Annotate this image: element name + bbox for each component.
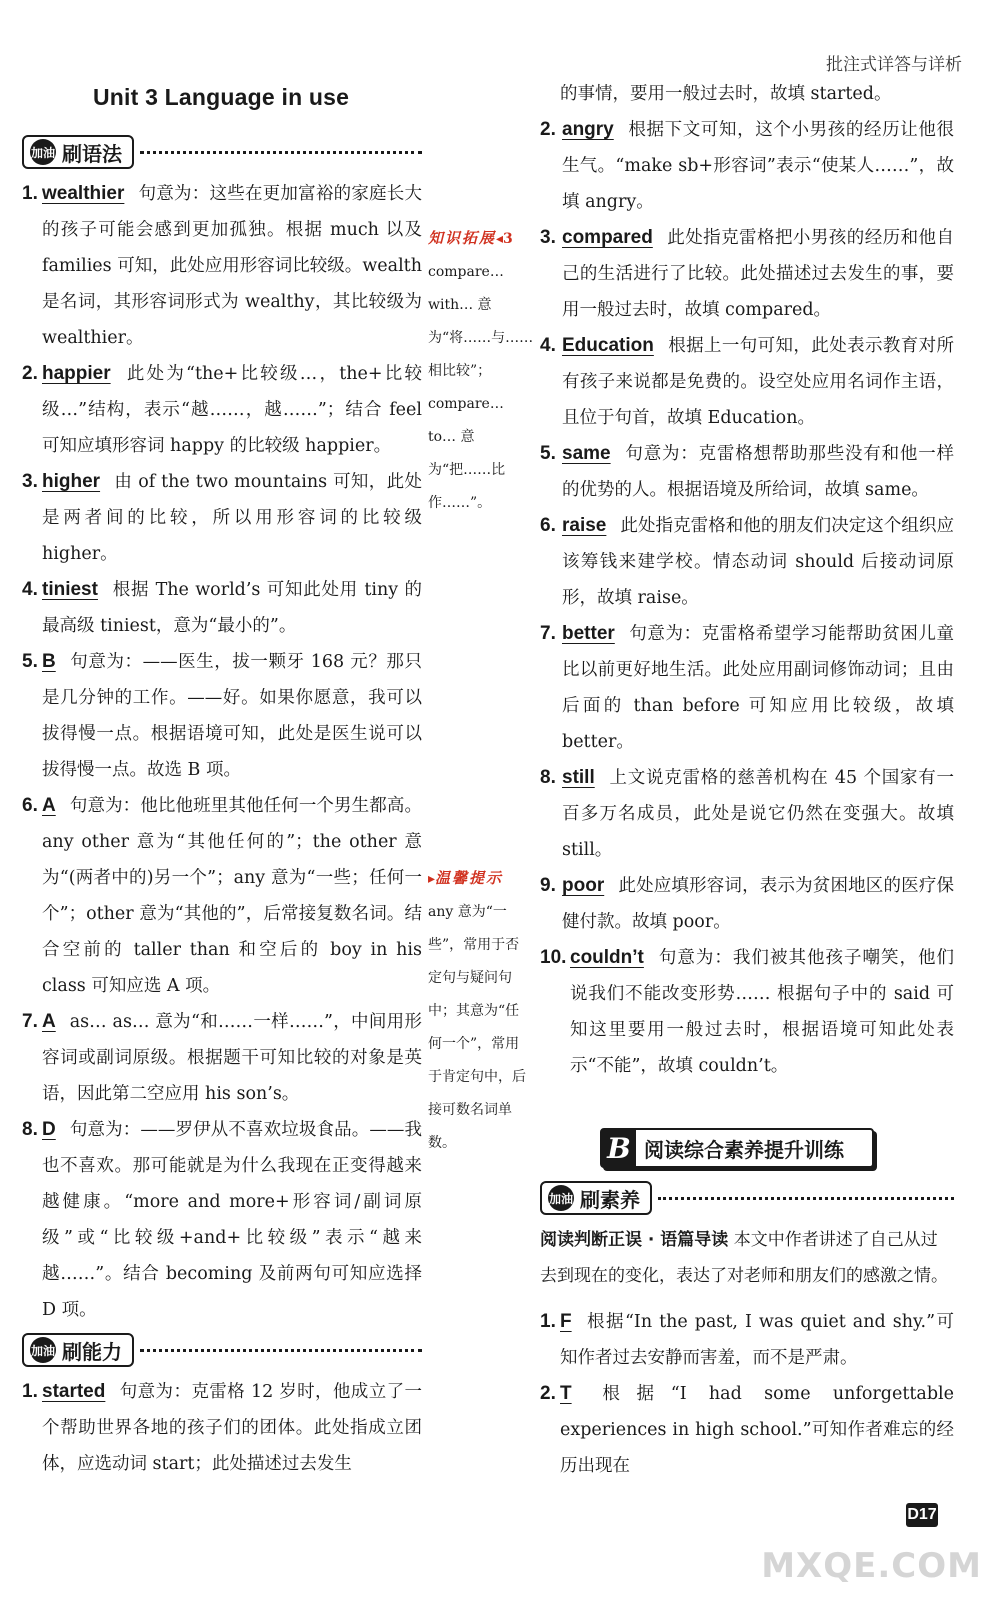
item-text: 根据 The world’s 可知此处用 tiny 的最高级 tiniest，意为“最小的”。 [42,580,422,636]
item-answer: same [562,443,611,464]
item-text: 句意为：这些在更加富裕的家庭长大的孩子可能会感到更加孤独。根据 much 以及 families 可知，此处应用形容词比较级。wealth 是名词，其形容词形式为 wealthy，其比较级为 wealthier。 [42,184,422,348]
answer-item [540,868,954,940]
item-text: 句意为：——医生，拔一颗牙 168 元？那只是几分钟的工作。——好。如果你愿意，我可以拔得慢一点。根据语境可知，此处是医生说可以拔得慢一点。故选 B 项。 [42,652,422,780]
answer-item [540,616,954,760]
item-text: 根据“In the past, I was quiet and shy.”可知作者过去安静而害羞，而不是严肃。 [560,1312,954,1368]
item-answer: raise [562,515,607,536]
section-badge-icon: 加油 [548,1185,574,1211]
item-number: 5. [540,443,556,464]
item-text: as… as… 意为“和……一样……”，中间用形容词或副词原级。根据题干可知比较的对象是英语，因此第二空应用 his son’s。 [42,1012,422,1104]
section-literacy [540,1180,954,1216]
item-explanation [562,220,954,328]
item-number: 3. [540,227,556,248]
unit-title: Unit 3 Language in use [93,84,350,110]
item-text: 根据“I had some unforgettable experiences in high school.”可知作者难忘的经历出现在 [560,1384,954,1476]
item-number: 8. [22,1119,38,1140]
item-text: 根据下文可知，这个小男孩的经历让他很生气。“make sb+形容词”表示“使某人……”，故填 angry。 [562,120,954,212]
item-explanation [562,616,954,760]
reading-intro [540,1222,954,1294]
item-answer: happier [42,363,111,384]
left-column [22,130,422,1482]
item-answer: better [562,623,615,644]
right-list [540,112,954,1084]
literacy-block [540,1176,954,1484]
item-number: 3. [22,471,38,492]
item-explanation [560,1304,954,1376]
continued-text: 的事情，要用一般过去时，故填 started。 [560,84,892,104]
knowledge-tag: 知识拓展 [428,229,497,247]
item-text: 句意为：——罗伊从不喜欢垃圾食品。——我也不喜欢。那可能就是为什么我现在正变得越来越健康。“more and more+形容词/副词原级”或“比较级+and+比较级”表示“越来越……”。结合 becoming 及前两句可知应选择 D 项。 [42,1120,422,1320]
item-explanation [42,1374,422,1482]
item-text: 根据上一句可知，此处表示教育对所有孩子来说都是免费的。设空处应用名词作主语，且位于句首，故填 Education。 [562,336,954,428]
section-banner [600,1128,874,1168]
item-explanation [42,176,422,356]
margin-note-tip [428,862,528,1160]
item-answer: still [562,767,595,788]
reading-list [540,1304,954,1484]
banner-letter: B [602,1130,636,1166]
item-number: 2. [22,363,38,384]
section-literacy-label: 加油 刷素养 [540,1181,652,1215]
item-number: 2. [540,1383,556,1404]
item-answer: A [42,1011,56,1032]
answer-item [540,436,954,508]
answer-item [540,1376,954,1484]
dotted-divider [140,1349,422,1352]
item-answer: couldn’t [570,947,644,968]
answer-item [540,940,954,1084]
item-number: 1. [540,1311,556,1332]
section-badge-icon: 加油 [30,139,56,165]
item-text: 此处为“the+比较级…，the+比较级…”结构，表示“越……，越……”；结合 feel 可知应填形容词 happy 的比较级 happier。 [42,364,422,456]
item-number: 7. [540,623,556,644]
item-number: 6. [540,515,556,536]
item-answer: T [560,1383,572,1404]
item-explanation [562,868,954,940]
answer-item [22,788,422,1004]
item-explanation [42,788,422,1004]
item-text: 此处指克雷格把小男孩的经历和他自己的生活进行了比较。此处描述过去发生的事，要用一般过去时，故填 compared。 [562,228,954,320]
dotted-divider [140,151,422,154]
item-number: 9. [540,875,556,896]
answer-item [22,1374,422,1482]
item-explanation [562,328,954,436]
answer-item [22,356,422,464]
item-answer: F [560,1311,572,1332]
section-grammar-label: 加油 刷语法 [22,135,134,169]
answer-item [22,176,422,356]
item-text: 句意为：克雷格 12 岁时，他成立了一个帮助世界各地的孩子们的团体。此处指成立团体，应选动词 start；此处描述过去发生 [42,1382,422,1474]
watermark: MXQE.COM [761,1546,982,1586]
item-answer: compared [562,227,653,248]
item-answer: D [42,1119,56,1140]
answer-item [22,1112,422,1328]
section-grammar [22,134,422,170]
answer-item [540,328,954,436]
tip-tag: 温馨提示 [435,869,504,887]
section-ability-label: 加油 刷能力 [22,1333,134,1367]
item-text: 句意为：克雷格希望学习能帮助贫困儿童比以前更好地生活。此处应用副词修饰动词；且由后面的 than before 可知应用比较级，故填 better。 [562,624,954,752]
item-explanation [562,436,954,508]
item-number: 4. [22,579,38,600]
item-text: 句意为：我们被其他孩子嘲笑，他们说我们不能改变形势…… 根据句子中的 said 可知这里要用一般过去时，根据语境可知此处表示“不能”，故填 couldn’t。 [570,948,954,1076]
item-number: 10. [540,947,567,968]
ability-list [22,1374,422,1482]
item-explanation [42,644,422,788]
item-explanation [42,1112,422,1328]
item-answer: Education [562,335,654,356]
banner-text: 阅读综合素养提升训练 [644,1137,844,1162]
item-number: 8. [540,767,556,788]
page-header: 批注式详答与详析 [826,55,962,75]
answer-item [540,1304,954,1376]
item-answer: angry [562,119,614,140]
answer-item [540,112,954,220]
item-number: 2. [540,119,556,140]
item-answer: started [42,1381,106,1402]
item-text: 上文说克雷格的慈善机构在 45 个国家有一百多万名成员，此处是说它仍然在变强大。故填 still。 [562,768,954,860]
item-explanation [562,112,954,220]
grammar-list [22,176,422,1328]
item-number: 1. [22,183,38,204]
item-answer: A [42,795,56,816]
item-answer: poor [562,875,605,896]
item-text: 此处指克雷格和他的朋友们决定这个组织应该筹钱来建学校。情态动词 should 后接动词原形，故填 raise。 [562,516,954,608]
answer-item [540,220,954,328]
arrow-icon: ▸ [428,871,436,887]
dotted-divider [658,1197,954,1200]
answer-item [22,464,422,572]
page-number: D17 [906,1503,938,1527]
item-explanation [560,1376,954,1484]
item-answer: wealthier [42,183,125,204]
item-number: 5. [22,651,38,672]
answer-item [22,572,422,644]
item-explanation [42,356,422,464]
section-badge-icon: 加油 [30,1337,56,1363]
item-explanation [570,940,954,1084]
tip-text: any 意为“一些”，常用于否定句与疑问句中；其意为“任何一个”，常用于肯定句中，后接可数名词单数。 [428,904,526,1151]
item-number: 6. [22,795,38,816]
item-text: 句意为：他比他班里其他任何一个男生都高。any other 意为“其他任何的”；the other 意为“(两者中的)另一个”；any 意为“一些；任何一个”；other 意为“其他的”，后常接复数名词。结合空前的 taller than 和空后的 boy in his class 可知应选 A 项。 [42,796,422,996]
answer-item [540,508,954,616]
item-number: 1. [22,1381,38,1402]
answer-item [540,760,954,868]
item-explanation [42,464,422,572]
item-explanation [562,760,954,868]
answer-item [22,644,422,788]
item-number: 4. [540,335,556,356]
item-text: 由 of the two mountains 可知，此处是两者间的比较，所以用形容词的比较级 higher。 [42,472,422,564]
right-column [540,76,954,1084]
item-answer: higher [42,471,101,492]
item-answer: B [42,651,56,672]
reading-title: 阅读判断正误 · 语篇导读 [540,1230,729,1250]
knowledge-text: compare… with… 意为“将……与……相比较”；compare… to… 意为“把……比作……”。 [428,264,534,511]
section-ability [22,1332,422,1368]
item-explanation [562,508,954,616]
item-explanation [42,1004,422,1112]
item-answer: tiniest [42,579,98,600]
item-number: 7. [22,1011,38,1032]
item-text: 句意为：克雷格想帮助那些没有和他一样的优势的人。根据语境及所给词，故填 same。 [562,444,954,500]
reading-intro-text: 本文中作者讲述了自己从过去到现在的变化，表达了对老师和朋友们的感激之情。 [540,1230,948,1286]
arrow-icon: ◂ [496,231,504,247]
answer-item [22,1004,422,1112]
margin-note-knowledge: 知识拓展◂3 compare… with… 意为“将……与……相比较”；compare… to… 意为“把……比作……”。 [428,222,534,520]
item-text: 此处应填形容词，表示为贫困地区的医疗保健付款。故填 poor。 [562,876,954,932]
item-explanation [42,572,422,644]
